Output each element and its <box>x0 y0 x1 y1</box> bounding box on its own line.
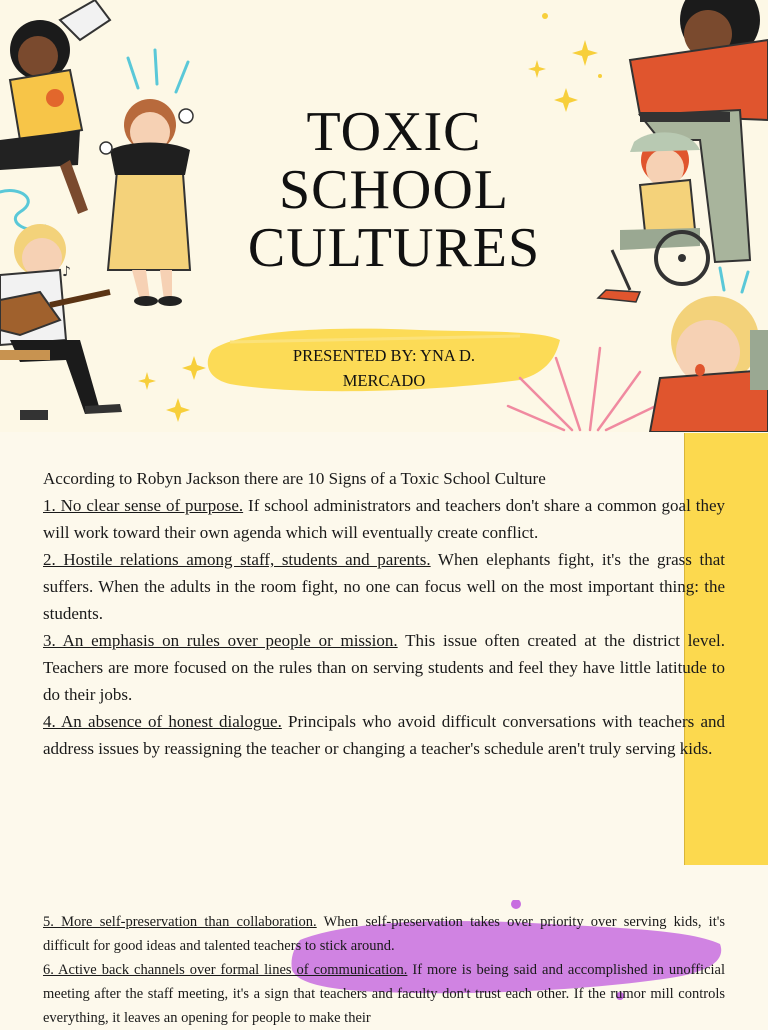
slide-body-text <box>43 465 725 762</box>
illustration-girl-tongue-out <box>650 296 768 432</box>
presenter-line: MERCADO <box>342 371 426 390</box>
sign-item <box>43 910 725 958</box>
intro-paragraph: According to Robyn Jackson there are 10 Signs of a Toxic School Culture <box>43 469 546 488</box>
sign-item <box>43 627 725 708</box>
illustration-wheelchair-child <box>598 132 708 302</box>
sign-item <box>43 546 725 627</box>
presentation-title <box>234 103 554 277</box>
illustration-guitar-player <box>0 224 122 420</box>
sign-text: Principals who avoid difficult conversations with teachers and address issues by reassigning the teacher or changing a teacher's schedule aren't truly serving kids. <box>43 712 726 758</box>
sign-heading: 4. An absence of honest dialogue. <box>43 712 282 731</box>
sign-text: When self-preservation takes over priority over serving kids, it's difficult for good ideas and talented teachers to stick around. <box>43 914 725 954</box>
title-line: SCHOOL <box>278 159 510 221</box>
sign-text: When elephants fight, it's the grass that suffers. When the adults in the room fight, no one can focus well on the most important thing: the students. <box>43 550 725 623</box>
sign-heading: 2. Hostile relations among staff, students and parents. <box>43 550 431 569</box>
sign-text: This issue often created at the district level. Teachers are more focused on the rules than on serving students and feel they have little latitude to do their jobs. <box>43 631 725 704</box>
sign-item <box>43 492 725 546</box>
sign-heading: 1. No clear sense of purpose. <box>43 496 244 515</box>
title-line: TOXIC <box>306 101 482 163</box>
slide-body-text-continued <box>43 910 725 1030</box>
presenter-line: PRESENTED BY: YNA D. <box>292 346 476 365</box>
sign-heading: 6. Active back channels over formal lines of communication. <box>43 962 408 978</box>
sign-heading: 5. More self-preservation than collaboration. <box>43 914 317 930</box>
illustration-girl-with-flowers <box>100 99 193 306</box>
sign-text: If more is being said and accomplished in unofficial meeting after the staff meeting, it's a sign that teachers and faculty don't trust each other. If the rumor mill controls everything, it leaves an opening for people to make their <box>43 962 725 1026</box>
presenter-credit <box>246 343 522 393</box>
sign-item <box>43 708 725 762</box>
sign-item <box>43 958 725 1030</box>
sign-text: If school administrators and teachers don't share a common goal they will work toward their own agenda which will eventually create conflict. <box>43 496 725 542</box>
title-line: CULTURES <box>247 217 541 279</box>
sign-heading: 3. An emphasis on rules over people or mission. <box>43 631 398 650</box>
illustration-cheering-child <box>0 0 110 214</box>
cover-slide <box>0 0 768 432</box>
svg-text:♪: ♪ <box>62 264 71 280</box>
